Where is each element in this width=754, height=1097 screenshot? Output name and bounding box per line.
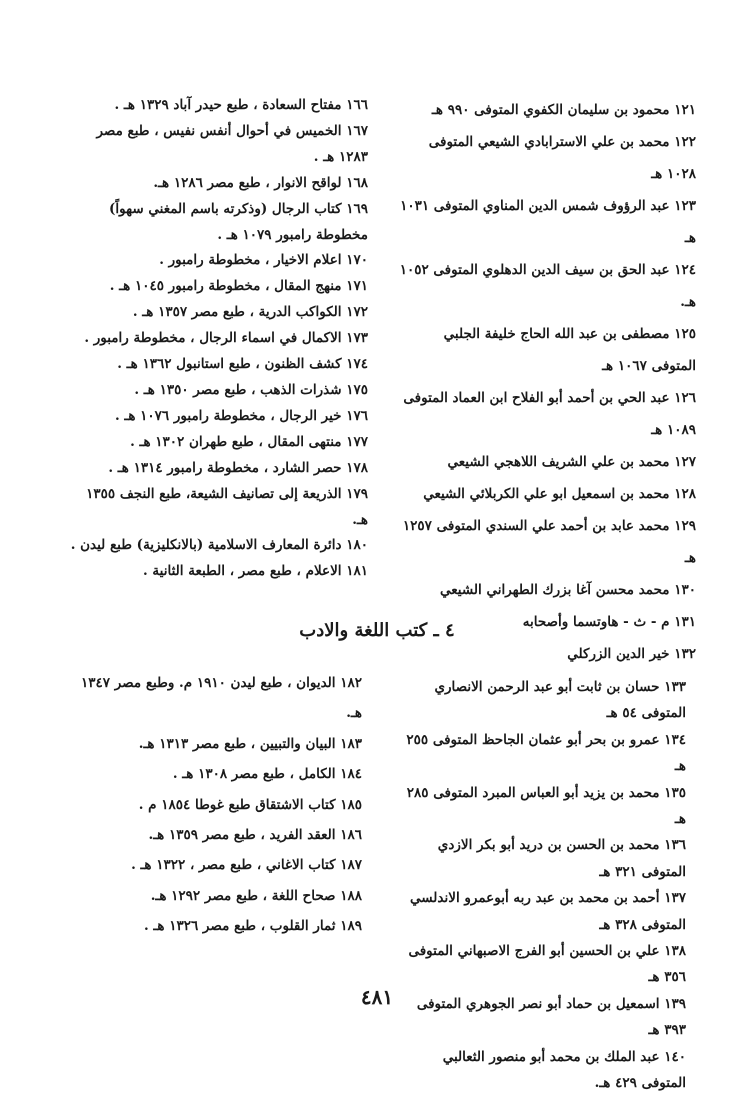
list-item: ١٨٣ البيان والتبيين ، طبع مصر ١٣١٣ هـ. [138, 735, 362, 752]
list-item: ١٧٧ منتهى المقال ، طبع طهران ١٣٠٢ هـ . [130, 433, 368, 450]
list-item: ١٨٠ دائرة المعارف الاسلامية (بالانكليزية) طبع ليدن . [70, 537, 368, 554]
list-item: ١٣٩ اسمعيل بن حماد أبو نصر الجوهري المتوفى ٣٩٣ هـ [416, 995, 686, 1039]
list-item: ١٢٣ عبد الرؤوف شمس الدين المناوي المتوفى ١٠٣١ هـ [400, 198, 696, 246]
list-item: ١٢٦ عبد الحي بن أحمد أبو الفلاح ابن العماد المتوفى ١٠٨٩ هـ [403, 390, 696, 438]
list-item: ١٨٩ ثمار القلوب ، طبع مصر ١٣٢٦ هـ . [144, 918, 362, 935]
list-item: ١٦٩ كتاب الرجال (وذكرته باسم المغني سهواً) مخطوطة رامبور ١٠٧٩ هـ . [109, 200, 368, 243]
list-item: ١٧٤ كشف الظنون ، طبع استانبول ١٣٦٢ هـ . [117, 356, 368, 373]
list-item: ١٣٥ محمد بن يزيد أبو العباس المبرد المتوفى ٢٨٥ هـ [406, 784, 686, 828]
list-item: ١٨٥ كتاب الاشتقاق طبع غوطا ١٨٥٤ م . [138, 796, 362, 813]
list-item: ١٨٦ العقد الفريد ، طبع مصر ١٣٥٩ هـ. [148, 827, 362, 844]
list-item: ١٧٦ خير الرجال ، مخطوطة رامبور ١٠٧٦ هـ . [114, 407, 368, 424]
list-item: ١٢٤ عبد الحق بن سيف الدين الدهلوي المتوفى ١٠٥٢ هـ. [399, 262, 696, 310]
bottom-right-author-list [406, 674, 686, 1097]
list-item: ١٦٨ لواقح الانوار ، طبع مصر ١٢٨٦ هـ. [153, 174, 368, 191]
list-item: ١٣٤ عمرو بن بحر أبو عثمان الجاحظ المتوفى ٢٥٥ هـ [406, 731, 686, 775]
list-item: ١٢٧ محمد بن علي الشريف اللاهجي الشيعي [447, 454, 696, 470]
list-item: ١٢٥ مصطفى بن عبد الله الحاج خليفة الجلبي المتوفى ١٠٦٧ هـ [443, 326, 696, 374]
list-item: ١٧٨ حصر الشارد ، مخطوطة رامبور ١٣١٤ هـ . [108, 459, 368, 476]
list-item: ١٧٩ الذريعة إلى تصانيف الشيعة، طبع النجف ١٣٥٥ هـ. [86, 485, 368, 528]
list-item: ١٣١ م - ث - هاوتسما وأصحابه [522, 614, 696, 630]
list-item: ١٨٧ كتاب الاغاني ، طبع مصر ، ١٣٢٢ هـ . [131, 857, 362, 874]
top-right-author-list [396, 94, 696, 670]
list-item: ١٣٣ حسان بن ثابت أبو عبد الرحمن الانصاري المتوفى ٥٤ هـ [434, 679, 686, 722]
list-item: ١٨٢ الديوان ، طبع ليدن ١٩١٠ م. وطبع مصر ١٣٤٧ هـ. [81, 675, 362, 722]
list-item: ١٢٩ محمد عابد بن أحمد علي السندي المتوفى ١٢٥٧ هـ [402, 518, 696, 566]
list-item: ١٧٣ الاكمال في اسماء الرجال ، مخطوطة رامبور . [84, 330, 368, 347]
list-item: ١٦٧ الخميس في أحوال أنفس نفيس ، طبع مصر ١٢٨٣ هـ . [96, 122, 368, 165]
list-item: ١٢٢ محمد بن علي الاسترابادي الشيعي المتوفى ١٠٢٨ هـ [428, 134, 696, 182]
bottom-left-book-list [72, 668, 362, 942]
list-item: ١٤٠ عبد الملك بن محمد أبو منصور الثعالبي المتوفى ٤٢٩ هـ. [442, 1048, 686, 1092]
list-item: ١٧٥ شذرات الذهب ، طبع مصر ١٣٥٠ هـ . [134, 381, 368, 398]
section-heading: ٤ ـ كتب اللغة والادب [299, 620, 455, 641]
list-item: ١٣٠ محمد محسن آغا بزرك الطهراني الشيعي [440, 582, 696, 598]
list-item: ١٧٢ الكواكب الدرية ، طبع مصر ١٣٥٧ هـ . [132, 304, 368, 321]
list-item: ١٨٤ الكامل ، طبع مصر ١٣٠٨ هـ . [172, 766, 362, 783]
list-item: ١٧١ منهج المقال ، مخطوطة رامبور ١٠٤٥ هـ . [109, 278, 368, 295]
page-number: ٤٨١ [360, 985, 394, 1009]
list-item: ١٢٨ محمد بن اسمعيل ابو علي الكربلائي الشيعي [423, 486, 696, 502]
list-item: ١٣٢ خير الدين الزركلي [567, 646, 696, 662]
list-item: ١٨٨ صحاح اللغة ، طبع مصر ١٢٩٢ هـ. [150, 887, 362, 904]
list-item: ١٧٠ اعلام الاخيار ، مخطوطة رامبور . [159, 252, 368, 269]
list-item: ١٣٧ أحمد بن محمد بن عبد ربه أبوعمرو الاندلسي المتوفى ٣٢٨ هـ [410, 890, 686, 933]
list-item: ١٢١ محمود بن سليمان الكفوي المتوفى ٩٩٠ هـ [431, 102, 696, 118]
list-item: ١٨١ الاعلام ، طبع مصر ، الطبعة الثانية . [143, 563, 368, 580]
list-item: ١٣٦ محمد بن الحسن بن دريد أبو بكر الازدي المتوفى ٣٢١ هـ [437, 837, 686, 880]
list-item: ١٣٨ علي بن الحسين أبو الفرج الاصبهاني المتوفى ٣٥٦ هـ [408, 943, 686, 986]
list-item: ١٦٦ مفتاح السعادة ، طبع حيدر آباد ١٣٢٩ هـ . [114, 97, 368, 113]
top-left-book-list [70, 93, 368, 585]
